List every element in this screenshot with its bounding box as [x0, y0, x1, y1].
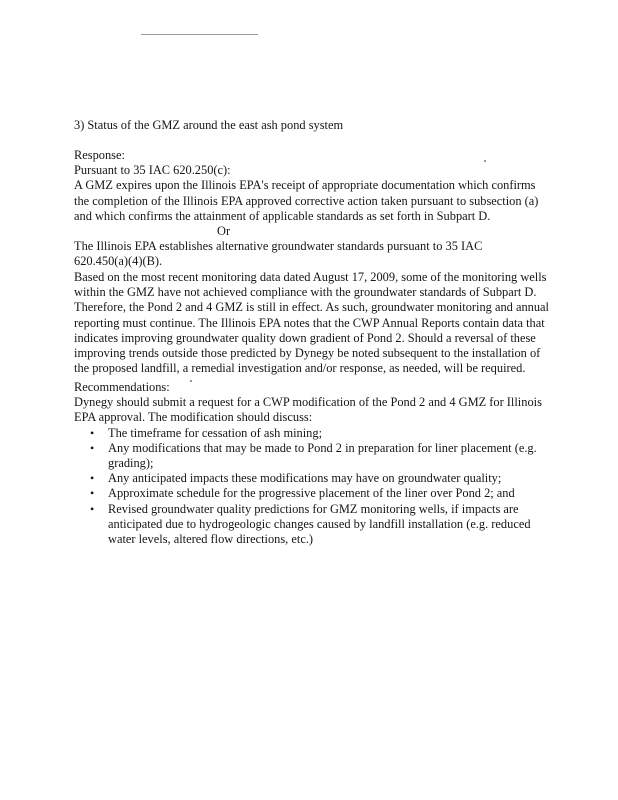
bullet-icon: •	[90, 471, 95, 486]
or-separator: Or	[217, 223, 231, 238]
recommendations-list	[74, 426, 548, 548]
paragraph-line: reporting must continue. The Illinois EPA notes that the CWP Annual Reports contain data that	[74, 315, 545, 330]
paragraph-line: the proposed landfill, a remedial investigation and/or response, as needed, will be required.	[74, 361, 526, 376]
header-rule	[141, 34, 258, 35]
clause-a-line: A GMZ expires upon the Illinois EPA's receipt of appropriate documentation which confirms	[74, 178, 536, 193]
paragraph-line: indicates improving groundwater quality down gradient of Pond 2. Should a reversal of these	[74, 330, 536, 345]
clause-a-line: the completion of the Illinois EPA approved corrective action taken pursuant to subsection (a)	[74, 193, 539, 208]
list-item	[74, 441, 548, 471]
section-heading-text: 3) Status of the GMZ around the east ash pond system	[74, 118, 344, 132]
bullet-icon: •	[90, 425, 95, 440]
response-label: Response:	[74, 148, 125, 162]
list-item-text: The timeframe for cessation of ash mining;	[108, 425, 323, 440]
scan-speck	[190, 380, 192, 382]
response-section	[74, 148, 548, 270]
list-item-text: Any anticipated impacts these modifications may have on groundwater quality;	[108, 471, 502, 486]
list-item-text: Revised groundwater quality predictions for GMZ monitoring wells, if impacts are	[108, 501, 519, 516]
recommendations-intro-line: EPA approval. The modification should discuss:	[74, 410, 313, 425]
list-item	[74, 486, 548, 501]
paragraph-line: Based on the most recent monitoring data dated August 17, 2009, some of the monitoring wells	[74, 270, 547, 284]
list-item-text: grading);	[108, 455, 154, 470]
section-heading	[74, 118, 548, 133]
recommendations-label: Recommendations:	[74, 380, 170, 394]
list-item	[74, 471, 548, 486]
recommendations-intro-line: Dynegy should submit a request for a CWP modification of the Pond 2 and 4 GMZ for Illinois	[74, 395, 542, 410]
list-item	[74, 426, 548, 441]
monitoring-paragraph	[74, 270, 548, 376]
list-item-text: Approximate schedule for the progressive placement of the liner over Pond 2; and	[108, 486, 515, 501]
list-item-text: Any modifications that may be made to Pond 2 in preparation for liner placement (e.g.	[108, 440, 537, 455]
clause-b-line: The Illinois EPA establishes alternative groundwater standards pursuant to 35 IAC	[74, 239, 483, 254]
bullet-icon: •	[90, 501, 95, 516]
clause-b-line: 620.450(a)(4)(B).	[74, 254, 163, 269]
clause-a-line: and which confirms the attainment of applicable standards as set forth in Subpart D.	[74, 208, 491, 223]
bullet-icon: •	[90, 440, 95, 455]
paragraph-line: Therefore, the Pond 2 and 4 GMZ is still in effect. As such, groundwater monitoring and annual	[74, 300, 549, 315]
response-citation: Pursuant to 35 IAC 620.250(c):	[74, 163, 231, 178]
list-item	[74, 502, 548, 548]
paragraph-line: improving trends outside those predicted by Dynegy be noted subsequent to the installation of	[74, 345, 541, 360]
recommendations-section	[74, 380, 548, 547]
bullet-icon: •	[90, 486, 95, 501]
scan-speck	[484, 160, 486, 162]
paragraph-line: within the GMZ have not achieved compliance with the groundwater standards of Subpart D.	[74, 285, 537, 300]
list-item-text: water levels, altered flow directions, etc.)	[108, 531, 314, 546]
list-item-text: anticipated due to hydrogeologic changes caused by landfill installation (e.g. reduced	[108, 516, 531, 531]
